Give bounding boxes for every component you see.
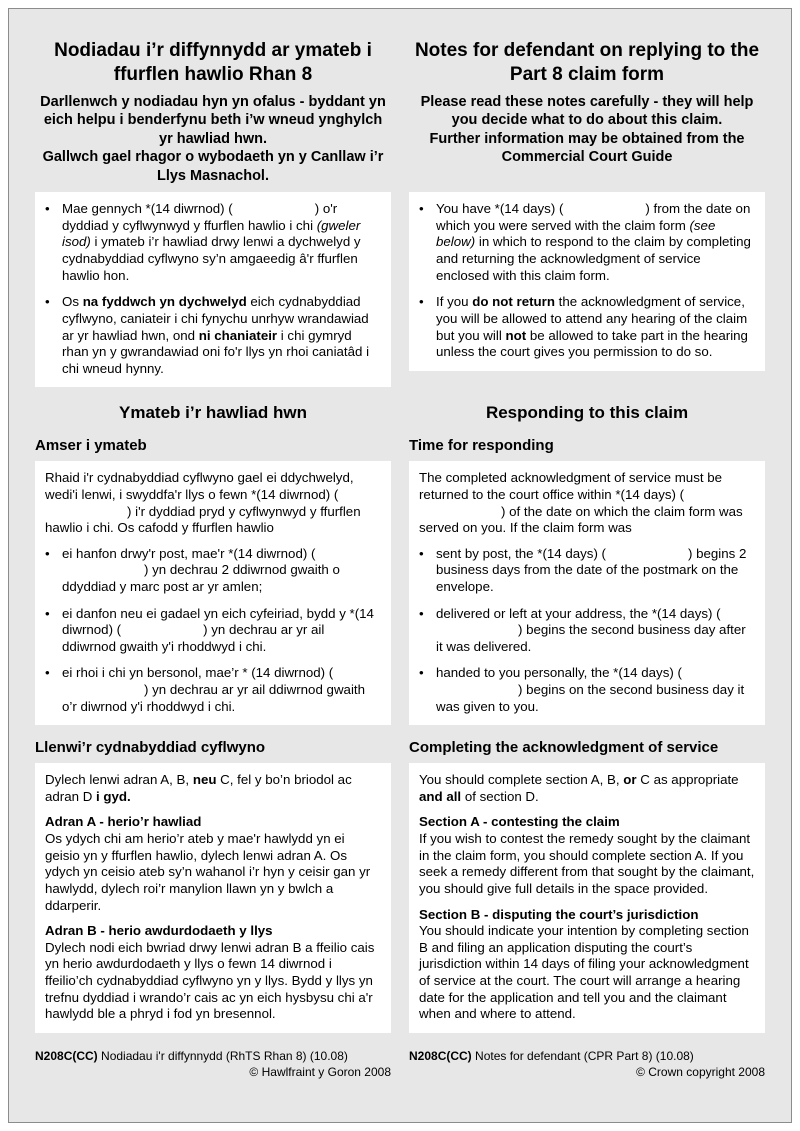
section-a-english [419, 814, 755, 897]
copyright-english: © Crown copyright 2008 [636, 1065, 765, 1080]
section-heading-responding-welsh: Ymateb i’r hawliad hwn [119, 403, 307, 423]
time-box-intro: Rhaid i'r cydnabyddiad cyflwyno gael ei ddychwelyd, wedi'i lenwi, i swyddfa'r llys o fewn *(14 diwrnod) () i'r dyddiad pryd y cyflwynwyd y ffurflen hawlio i chi. Os cafodd y ffurflen hawlio [45, 470, 361, 536]
bullet-text: • delivered or left at your address, the *(14 days) () begins the second business day after it was delivered. [436, 605, 746, 654]
bullet-text: • Mae gennych *(14 diwrnod) ( ) o'r dyddiad y cyflwynwyd y ffurflen hawlio i chi (gweler isod) i ymateb i’r hawliad drwy lenwi a dychwelyd y cydnabyddiad cyflwyno sy’n amgaeedig â'r ffurflen hawlio hon. [62, 201, 361, 283]
bullet-item [45, 546, 381, 596]
bullet-text: • handed to you personally, the *(14 days) () begins on the second business day it was given to you. [436, 665, 745, 714]
intro-english-sentence-1: Please read these notes carefully - they will help you decide what to do about this claim. [420, 93, 754, 129]
bullet-item [45, 294, 381, 377]
completing-box-intro: You should complete section A, B, or C as appropriate and all of section D. [419, 772, 739, 804]
section-b-heading: Adran B - herio awdurdodaeth y llys [45, 923, 273, 939]
bullet-item [419, 606, 755, 656]
two-column-layout [35, 39, 765, 1081]
section-heading-responding-english: Responding to this claim [485, 403, 689, 423]
bullet-item [419, 546, 755, 596]
completing-box-welsh [35, 763, 391, 1033]
bullet-item [419, 294, 755, 360]
copyright-welsh: © Hawlfraint y Goron 2008 [249, 1065, 391, 1080]
section-b-english [419, 907, 755, 1023]
completing-box-intro: Dylech lenwi adran A, B, neu C, fel y bo’n briodol ac adran D i gyd. [45, 772, 352, 804]
section-a-welsh [45, 814, 381, 914]
subheading-time-english: Time for responding [409, 437, 554, 455]
subheading-time-welsh: Amser i ymateb [35, 437, 147, 455]
bullet-text: • ei danfon neu ei gadael yn eich cyfeiriad, bydd y *(14 diwrnod) ( ) yn dechrau ar yr ail ddiwrnod gwaith y'i rhoddwyd i chi. [62, 605, 374, 654]
completing-box-english [409, 763, 765, 1033]
intro-welsh [35, 93, 391, 186]
notice-box-english [409, 192, 765, 370]
footer-english [409, 1049, 765, 1081]
section-a-body: Os ydych chi am herio’r ateb y mae'r hawlydd yn ei geisio yn y ffurflen hawlio, dylech lenwi adran A. Os ydych yn ceisio ateb sy’n wahanol i’r hyn y ceisir gan yr hawlydd, dylech roi’r manylion llawn yn y bwlch a ddarperir. [45, 831, 371, 913]
bullet-text: • ei rhoi i chi yn bersonol, mae’r * (14 diwrnod) () yn dechrau ar yr ail ddiwrnod gwaith o’r diwrnod y'i rhoddwyd i chi. [62, 665, 365, 714]
intro-english [409, 93, 765, 167]
time-box-intro: The completed acknowledgment of service must be returned to the court office within *(14 days) () of the date on which the claim form was served on you. If the claim form was [419, 470, 743, 536]
bullet-text: • ei hanfon drwy'r post, mae'r *(14 diwrnod) () yn dechrau 2 ddiwrnod gwaith o ddyddiad y marc post ar yr amlen; [62, 545, 340, 594]
bullet-item [45, 665, 381, 715]
subheading-completing-welsh: Llenwi’r cydnabyddiad cyflwyno [35, 739, 266, 757]
section-a-heading: Adran A - herio’r hawliad [45, 814, 202, 830]
bullet-text: • If you do not return the acknowledgment of service, you will be allowed to attend any hearing of the claim but you will not be allowed to take part in the hearing unless the court gives you permission to do so. [436, 294, 748, 360]
intro-welsh-sentence-1: Darllenwch y nodiadau hyn yn ofalus - byddant yn eich helpu i benderfynu beth i’w wneud ynghylch yr hawliad hwn. [40, 93, 386, 147]
footer-welsh [35, 1049, 391, 1081]
bullet-text: • sent by post, the *(14 days) ( ) begins 2 business days from the date of the postmark on the envelope. [436, 545, 747, 594]
page-title-english: Notes for defendant on replying to the Part 8 claim form [414, 40, 760, 85]
time-box-welsh [35, 461, 391, 725]
form-number: N208C(CC) [35, 1048, 98, 1063]
page-title-welsh: Nodiadau i’r diffynnydd ar ymateb i ffurflen hawlio Rhan 8 [54, 40, 372, 85]
section-b-welsh [45, 923, 381, 1023]
form-label: Notes for defendant (CPR Part 8) (10.08) [475, 1048, 694, 1063]
form-reference-line [35, 1049, 391, 1065]
section-a-heading: Section A - contesting the claim [419, 814, 620, 830]
section-b-body: Dylech nodi eich bwriad drwy lenwi adran B a ffeilio cais yn herio awdurdodaeth y llys o fewn 14 diwrnod i ffeilio’ch cydnabyddiad cyflwyno yn y llys. Bydd y llys yn trefnu dyddiad i wrando’r cais ac yn eich hysbysu chi a'r hawlydd ble a phryd i fod yn bresennol. [45, 939, 375, 1022]
bullet-item [45, 606, 381, 656]
bullet-item [45, 201, 381, 284]
bullet-item [419, 201, 755, 284]
time-box-english [409, 461, 765, 725]
intro-english-sentence-2: Further information may be obtained from the Commercial Court Guide [429, 130, 745, 166]
notice-box-welsh [35, 192, 391, 387]
form-label: Nodiadau i'r diffynnydd (RhTS Rhan 8) (10.08) [101, 1048, 348, 1063]
bullet-item [419, 665, 755, 715]
bullet-text: • You have *(14 days) ( ) from the date on which you were served with the claim form (see below) in which to respond to the claim by completing and returning the acknowledgment of service enclosed with this claim form. [436, 201, 751, 283]
section-a-body: If you wish to contest the remedy sought by the claimant in the claim form, you should complete section A. If you seek a remedy different from that sought by the claimant, you should give full details in the space provided. [419, 831, 755, 896]
subheading-completing-english: Completing the acknowledgment of service [409, 739, 719, 757]
form-reference-line [409, 1049, 765, 1065]
form-sheet [8, 8, 792, 1123]
intro-welsh-sentence-2: Gallwch gael rhagor o wybodaeth yn y Canllaw i’r Llys Masnachol. [42, 149, 384, 184]
form-number: N208C(CC) [409, 1048, 472, 1063]
bullet-text: • Os na fyddwch yn dychwelyd eich cydnabyddiad cyflwyno, caniateir i chi fynychu unrhyw wrandawiad ar yr hawliad hwn, ond ni chaniateir i chi gymryd rhan yn y gwrandawiad oni fo'r llys yn rhoi caniatâd i chi wneud hynny. [62, 294, 370, 376]
section-b-body: You should indicate your intention by completing section B and filing an application disputing the court’s jurisdiction within 14 days of filing your acknowledgment of service at the court. The court will arrange a hearing date for the application and tell you and the claimant when and where to attend. [419, 923, 749, 1022]
section-b-heading: Section B - disputing the court’s jurisdiction [419, 906, 699, 922]
